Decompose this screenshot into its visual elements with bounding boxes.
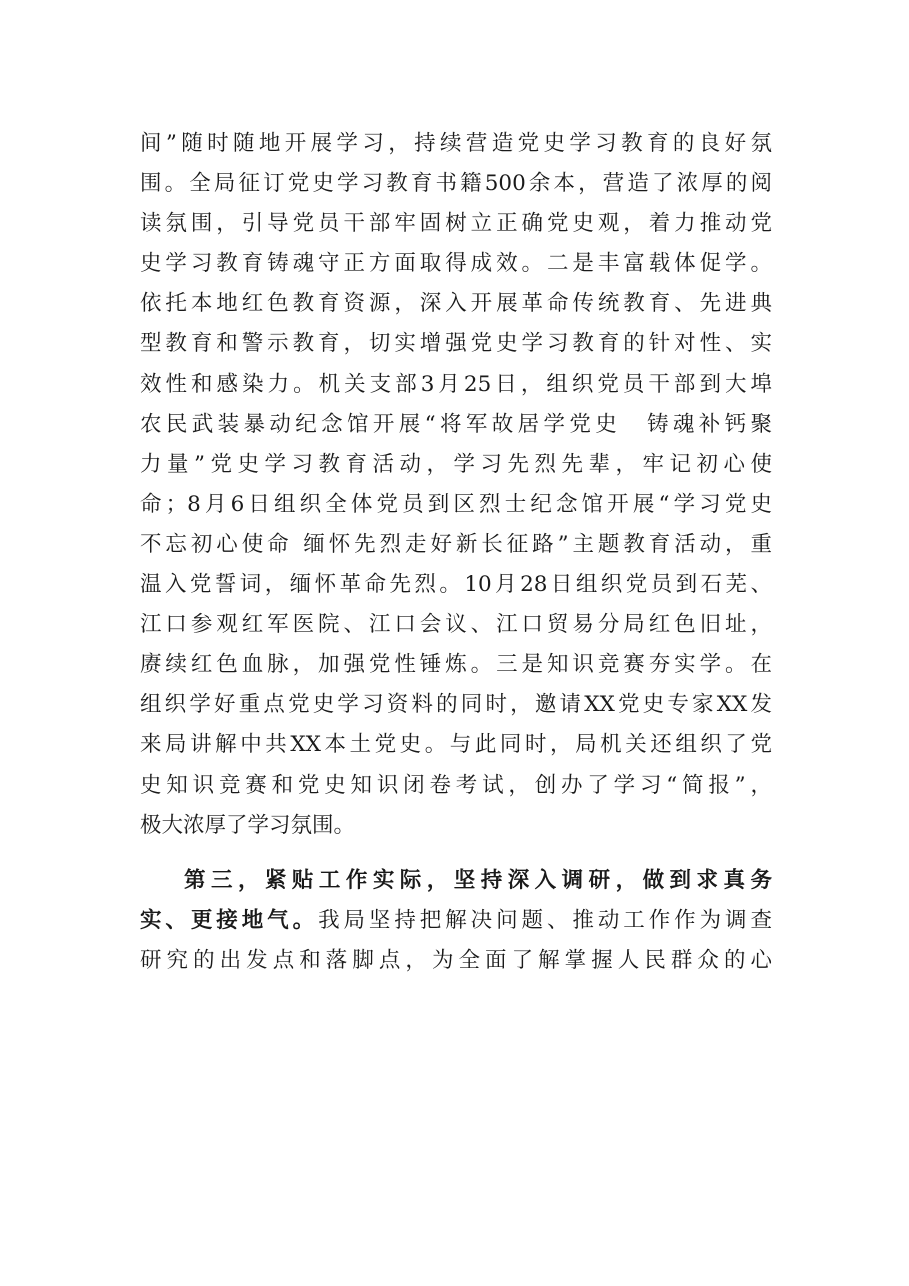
text-line: 力量”党史学习教育活动，学习先烈先辈，牢记初心使 <box>140 451 772 477</box>
text-line: 江口参观红军医院、江口会议、江口贸易分局红色旧址， <box>140 612 772 638</box>
paragraph-2 <box>140 861 772 981</box>
text-line: 型教育和警示教育，切实增强党史学习教育的针对性、实 <box>140 331 772 357</box>
text-run: 我局坚持把解决问题、推动工作作为调查 <box>318 907 772 933</box>
section-heading-line: 第三，紧贴工作实际，坚持深入调研，做到求真务 <box>184 867 772 893</box>
text-line-last: 极大浓厚了学习氛围。 <box>140 812 356 838</box>
document-body <box>140 124 772 981</box>
text-line: 间”随时随地开展学习，持续营造党史学习教育的良好氛 <box>140 131 772 156</box>
text-line: 效性和感染力。机关支部3月25日，组织党员干部到大埠 <box>140 371 772 397</box>
section-heading-end: 实、更接地气。 <box>140 907 319 933</box>
text-line: 围。全局征订党史学习教育书籍500余本，营造了浓厚的阅 <box>140 171 772 197</box>
paragraph-1 <box>140 124 772 846</box>
text-line: 赓续红色血脉，加强党性锤炼。三是知识竞赛夯实学。在 <box>140 652 772 678</box>
text-line: 史学习教育铸魂守正方面取得成效。二是丰富载体促学。 <box>140 251 772 277</box>
text-line: 农民武装暴动纪念馆开展“将军故居学党史 铸魂补钙聚 <box>140 411 772 437</box>
text-line: 组织学好重点党史学习资料的同时，邀请XX党史专家XX发 <box>140 692 772 718</box>
paragraph-gap <box>140 846 772 861</box>
text-line: 读氛围，引导党员干部牢固树立正确党史观，着力推动党 <box>140 211 772 237</box>
text-line: 依托本地红色教育资源，深入开展革命传统教育、先进典 <box>140 291 772 317</box>
text-line: 不忘初心使命 缅怀先烈走好新长征路”主题教育活动，重 <box>140 531 772 557</box>
text-line: 温入党誓词，缅怀革命先烈。10月28日组织党员到石芜、 <box>140 572 772 598</box>
text-line: 来局讲解中共XX本土党史。与此同时，局机关还组织了党 <box>140 732 772 758</box>
text-line: 史知识竞赛和党史知识闭卷考试，创办了学习“简报”， <box>140 772 772 798</box>
text-line: 研究的出发点和落脚点，为全面了解掌握人民群众的心 <box>140 947 772 973</box>
text-line-mixed <box>140 901 772 941</box>
text-line: 命；8月6日组织全体党员到区烈士纪念馆开展“学习党史 <box>140 491 772 517</box>
